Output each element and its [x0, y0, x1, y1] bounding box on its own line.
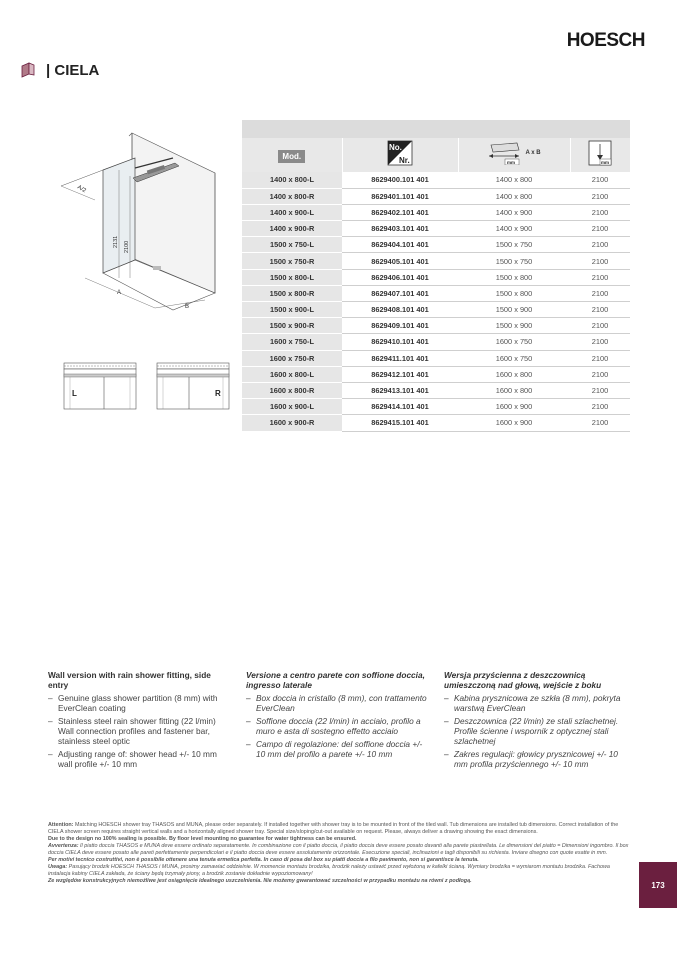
list-item: – Campo di regolazione: del soffione doccia +/- 10 mm del profilo a parete +/- 10 mm	[246, 739, 431, 759]
dim-2131-label: 2131	[113, 235, 119, 248]
note-italian: Avvertenza: Il piatto doccia THASOS e MUNA deve essere ordinato separatamente. In combinazione con il piatto doccia, il piatto doccia deve essere posato davanti alla parete piastrellata. Le dimensioni del piatto = Dimensioni ingombro. Il box doccia CIELA deve essere posato alle pareti perfettamente perpendicolari e il piatto doccia deve essere assolutamente orizzontale. Esecuzione speciali, inclinazioni e tagli disponibili su richiesta. Inviare disegno con quote esatte in mm.	[48, 843, 629, 856]
model-cell: 1400 x 900-L	[242, 204, 342, 220]
dimensions-cell: 1600 x 900	[458, 399, 570, 415]
dimensions-cell: 1500 x 800	[458, 285, 570, 301]
article-number-cell: 8629409.101 401	[342, 318, 458, 334]
table-row	[242, 172, 630, 188]
dimensions-cell: 1500 x 750	[458, 253, 570, 269]
svg-text:No.: No.	[389, 142, 402, 152]
model-cell: 1400 x 800-L	[242, 172, 342, 188]
svg-text:mm: mm	[601, 159, 610, 165]
model-cell: 1400 x 900-R	[242, 221, 342, 237]
table-row	[242, 221, 630, 237]
dim-a-label: A	[117, 290, 122, 296]
article-number-cell: 8629408.101 401	[342, 302, 458, 318]
table-row	[242, 334, 630, 350]
model-cell: 1600 x 900-R	[242, 415, 342, 431]
height-cell: 2100	[570, 221, 630, 237]
model-cell: 1600 x 800-R	[242, 382, 342, 398]
article-number-cell: 8629406.101 401	[342, 269, 458, 285]
height-cell: 2100	[570, 269, 630, 285]
height-icon	[588, 140, 612, 166]
header-dimensions	[458, 138, 570, 172]
tray-dimensions-icon	[487, 141, 521, 165]
table-row	[242, 188, 630, 204]
model-cell: 1500 x 900-R	[242, 318, 342, 334]
height-cell: 2100	[570, 285, 630, 301]
article-number-cell: 8629413.101 401	[342, 382, 458, 398]
article-number-cell: 8629414.101 401	[342, 399, 458, 415]
height-cell: 2100	[570, 382, 630, 398]
dim-b-label: B	[185, 304, 190, 310]
dimensions-cell: 1400 x 800	[458, 172, 570, 188]
table-row	[242, 382, 630, 398]
model-cell: 1600 x 800-L	[242, 366, 342, 382]
dimensions-cell: 1600 x 750	[458, 334, 570, 350]
note-polish: Uwaga: Pasujący brodzik HOESCH THASOS i MUNA, prosimy zamawiać oddzielnie. W momencie montażu brodzika, brodzik należy ustawić przed wyłożoną w kafelki ścianą. Wymiary brodzika = wymiarom montażu brodzika. Fachowa instalacja kabiny CIELA zakłada, że ściany będą trzymały piony, a brodzik zostanie dokładnie wypoziomowany!	[48, 864, 610, 877]
column-heading: Wersja przyścienna z deszczownicą umieszczoną nad głową, wejście z boku	[444, 670, 602, 690]
article-number-cell: 8629410.101 401	[342, 334, 458, 350]
plan-right-variant	[155, 362, 231, 410]
height-cell: 2100	[570, 334, 630, 350]
dimensions-cell: 1400 x 900	[458, 204, 570, 220]
plan-left-variant	[62, 362, 138, 410]
description-english	[48, 670, 233, 772]
plan-l-label: L	[72, 389, 77, 398]
height-cell: 2100	[570, 237, 630, 253]
dimensions-cell: 1400 x 800	[458, 188, 570, 204]
dimensions-cell: 1400 x 900	[458, 221, 570, 237]
table-top-bar	[242, 120, 630, 138]
page-title: | CIELA	[46, 62, 100, 79]
table-row	[242, 318, 630, 334]
table-row	[242, 285, 630, 301]
table-row	[242, 366, 630, 382]
article-number-cell: 8629402.101 401	[342, 204, 458, 220]
article-number-cell: 8629405.101 401	[342, 253, 458, 269]
height-cell: 2100	[570, 204, 630, 220]
height-cell: 2100	[570, 350, 630, 366]
table-row	[242, 302, 630, 318]
table-row	[242, 415, 630, 431]
table-row	[242, 253, 630, 269]
article-number-cell: 8629400.101 401	[342, 172, 458, 188]
svg-text:Nr.: Nr.	[399, 155, 410, 165]
dim-2100-label: 2100	[124, 240, 130, 253]
brand-logo: HOESCH	[566, 30, 645, 51]
table-row	[242, 269, 630, 285]
description-polish	[444, 670, 629, 772]
dimensions-cell: 1600 x 800	[458, 382, 570, 398]
list-item: – Adjusting range of: shower head +/- 10 mm wall profile +/- 10 mm	[48, 749, 233, 769]
installation-notes	[48, 822, 630, 885]
model-cell: 1500 x 900-L	[242, 302, 342, 318]
column-heading: Wall version with rain shower fitting, side entry	[48, 670, 211, 690]
article-number-cell: 8629401.101 401	[342, 188, 458, 204]
height-cell: 2100	[570, 188, 630, 204]
dimensions-cell: 1500 x 750	[458, 237, 570, 253]
note-polish-bold: Ze względów konstrukcyjnych niemożliwe jest osiągnięcie idealnego uszczelnienia. Nie możemy gwarantować szczelności w przypadku montażu na równi z podłogą.	[48, 878, 472, 884]
model-cell: 1500 x 750-R	[242, 253, 342, 269]
model-cell: 1600 x 900-L	[242, 399, 342, 415]
model-cell: 1500 x 800-R	[242, 285, 342, 301]
model-cell: 1500 x 750-L	[242, 237, 342, 253]
svg-text:mm: mm	[507, 159, 516, 165]
list-item: – Genuine glass shower partition (8 mm) with EverClean coating	[48, 693, 233, 713]
description-italian	[246, 670, 431, 762]
shower-cabin-icon	[20, 62, 36, 78]
height-cell: 2100	[570, 415, 630, 431]
height-cell: 2100	[570, 366, 630, 382]
dimensions-cell: 1600 x 750	[458, 350, 570, 366]
model-cell: 1600 x 750-R	[242, 350, 342, 366]
list-item: – Kabina prysznicowa ze szkła (8 mm), pokryta warstwą EverClean	[444, 693, 629, 713]
note-english: Attention: Matching HOESCH shower tray THASOS and MUNA, please order separately. If installed together with shower tray is to be mounted in front of the tiled wall. Tub dimensions are installed tub dimensions. Correct installation of the CIELA shower screen requires straight vertical walls and a horizontally aligned shower tray. Special size/sloping/cut-out available on request. Please, always deliver a drawing showing the exact dimensions.	[48, 822, 619, 835]
height-cell: 2100	[570, 253, 630, 269]
article-number-icon	[387, 140, 413, 166]
article-number-cell: 8629403.101 401	[342, 221, 458, 237]
model-cell: 1600 x 750-L	[242, 334, 342, 350]
height-cell: 2100	[570, 399, 630, 415]
article-number-cell: 8629404.101 401	[342, 237, 458, 253]
page-number: 173	[639, 862, 677, 908]
article-number-cell: 8629412.101 401	[342, 366, 458, 382]
dimensions-cell: 1500 x 900	[458, 318, 570, 334]
dim-a2-label: A/2	[76, 184, 87, 195]
dimensions-cell: 1600 x 800	[458, 366, 570, 382]
plan-r-label: R	[215, 389, 221, 398]
table-row	[242, 204, 630, 220]
header-mod: Mod.	[242, 138, 342, 172]
article-number-cell: 8629407.101 401	[342, 285, 458, 301]
column-heading: Versione a centro parete con soffione doccia, ingresso laterale	[246, 670, 425, 690]
model-cell: 1400 x 800-R	[242, 188, 342, 204]
dimensions-cell: 1500 x 900	[458, 302, 570, 318]
dimensions-cell: 1600 x 900	[458, 415, 570, 431]
table-row	[242, 399, 630, 415]
technical-drawing	[55, 128, 235, 318]
list-item: – Stainless steel rain shower fitting (22 l/min) Wall connection profiles and fastener bar, stainless steel optic	[48, 716, 233, 746]
product-table	[242, 120, 630, 432]
list-item: – Box doccia in cristallo (8 mm), con trattamento EverClean	[246, 693, 431, 713]
height-cell: 2100	[570, 302, 630, 318]
list-item: – Zakres regulacji: głowicy prysznicowej +/- 10 mm profila przyściennego +/- 10 mm	[444, 749, 629, 769]
note-english-bold: Due to the design no 100% sealing is possible. By floor level mounting no guarantee for water tightness can be ensured.	[48, 836, 357, 842]
article-number-cell: 8629411.101 401	[342, 350, 458, 366]
table-row	[242, 350, 630, 366]
list-item: – Soffione doccia (22 l/min) in acciaio, profilo a muro e asta di sostegno effetto acciaio	[246, 716, 431, 736]
header-article-number	[342, 138, 458, 172]
note-italian-bold: Per motivi tecnico costruttivi, non è possibile ottenere una tenuta ermetica perfetta. In caso di posa del box su piatti doccia a filo pavimento, non si garantisce la tenuta.	[48, 857, 479, 863]
table-row	[242, 237, 630, 253]
height-cell: 2100	[570, 318, 630, 334]
header-height	[570, 138, 630, 172]
dimensions-cell: 1500 x 800	[458, 269, 570, 285]
height-cell: 2100	[570, 172, 630, 188]
article-number-cell: 8629415.101 401	[342, 415, 458, 431]
list-item: – Deszczownica (22 l/min) ze stali szlachetnej. Profile ścienne i wspornik z optycznej stali szlachetnej	[444, 716, 629, 746]
model-cell: 1500 x 800-L	[242, 269, 342, 285]
header-ab-label: A x B	[525, 149, 541, 156]
